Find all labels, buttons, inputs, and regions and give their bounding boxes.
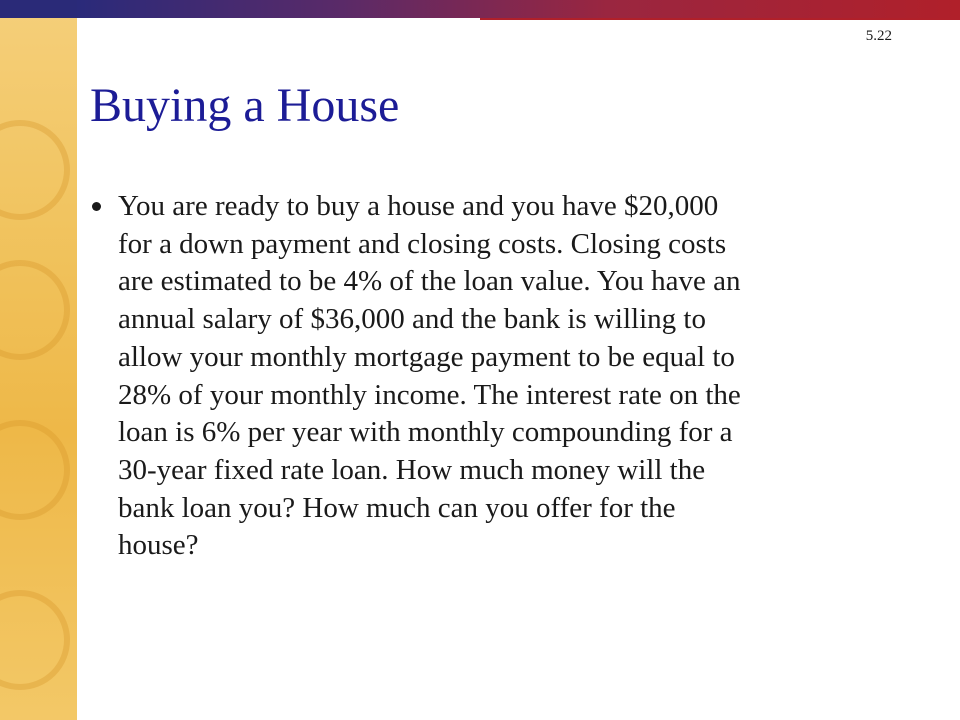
corner-block <box>0 0 77 18</box>
bullet-item <box>92 188 932 565</box>
bullet-text-line: annual salary of $36,000 and the bank is willing to <box>118 303 706 336</box>
gear-watermark-icon <box>0 120 70 220</box>
slide-number: 5.22 <box>865 28 892 44</box>
gear-watermark-icon <box>0 260 70 360</box>
bullet-dot-icon <box>92 202 101 211</box>
bullet-text-line: You are ready to buy a house and you have $20,000 <box>118 190 719 222</box>
bullet-text-line: 28% of your monthly income. The interest rate on the <box>118 378 741 411</box>
bullet-text-line: 30-year fixed rate loan. How much money will the <box>118 453 706 486</box>
slide-title: Buying a House <box>90 79 400 132</box>
bullet-list <box>92 188 932 565</box>
bullet-text-line: loan is 6% per year with monthly compounding for a <box>118 416 733 449</box>
bullet-text-line: for a down payment and closing costs. Closing costs <box>118 227 727 260</box>
bullet-text-line: house? <box>118 529 199 562</box>
bullet-text-line: are estimated to be 4% of the loan value. You have an <box>118 265 741 298</box>
bullet-text-line: allow your monthly mortgage payment to be equal to <box>118 340 735 373</box>
top-bar-accent-line <box>480 18 960 20</box>
decorative-top-bar <box>77 0 960 18</box>
decorative-side-strip <box>0 0 77 720</box>
gear-watermark-icon <box>0 590 70 690</box>
gear-watermark-icon <box>0 420 70 520</box>
bullet-text-line: bank loan you? How much can you offer for the <box>118 491 676 524</box>
